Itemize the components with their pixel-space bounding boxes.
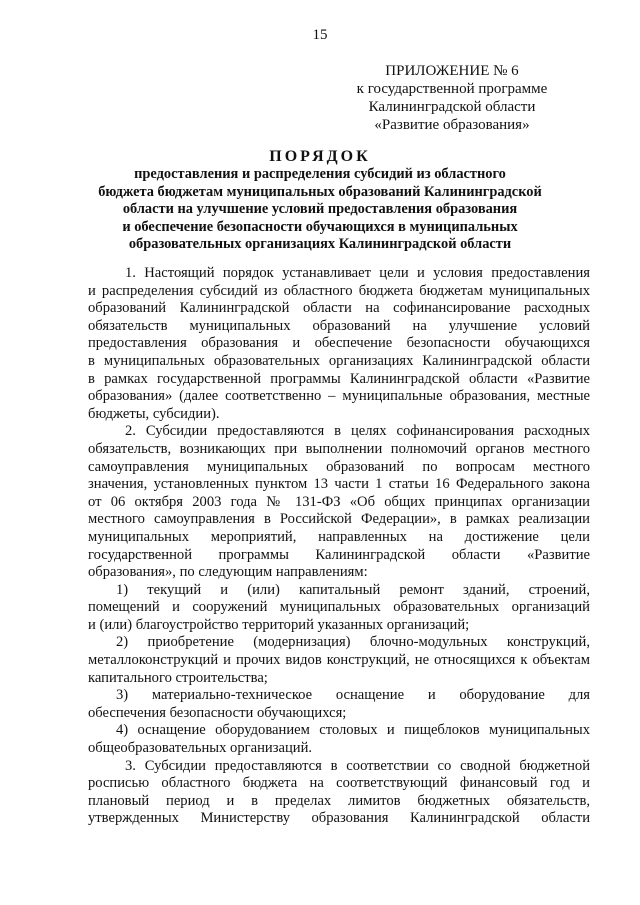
text-line: 1) текущий и (или) капитальный ремонт зданий, строений,	[116, 581, 590, 598]
paragraph-1	[88, 265, 590, 423]
text-line: 2) приобретение (модернизация) блочно-модульных конструкций,	[116, 634, 590, 651]
text-line: предоставления образования и обеспечение безопасности обучающихся	[88, 335, 590, 352]
text-line: 3) материально-техническое оснащение и оборудование для	[116, 687, 590, 704]
text-line: металлоконструкций и прочих видов конструкций, не относящихся к объектам	[88, 652, 590, 669]
text-line: росписью областного бюджета на соответствующий финансовый год и	[88, 775, 590, 792]
text-line: образований Калининградской области на софинансирование расходных	[88, 300, 590, 317]
appendix-line: Калининградской области	[368, 99, 536, 115]
text-line: общеобразовательных организаций.	[88, 740, 313, 757]
page-number: 15	[312, 27, 328, 43]
text-line: значения, установленных пунктом 13 части 1 статьи 16 Федерального закона	[88, 476, 590, 493]
paragraph-2	[88, 423, 590, 581]
appendix-line: к государственной программе	[356, 81, 548, 97]
subtitle-line: образовательных организациях Калининградской области	[128, 236, 512, 252]
document-body	[88, 265, 590, 828]
list-item-1	[88, 582, 590, 635]
appendix-title: ПРИЛОЖЕНИЕ № 6	[385, 63, 519, 79]
text-line: помещений и сооружений муниципальных образовательных организаций	[88, 599, 590, 616]
text-line: образования» (далее соответственно – муниципальные образования, местные	[88, 388, 590, 405]
document-title: ПОРЯДОК	[269, 148, 371, 165]
text-line: местного самоуправления в Российской Федерации», в рамках реализации	[88, 511, 590, 528]
text-line: образования», по следующим направлениям:	[88, 564, 368, 581]
text-line: и (или) благоустройство территорий указанных организаций;	[88, 616, 470, 633]
subtitle-line: бюджета бюджетам муниципальных образований Калининградской	[98, 183, 542, 200]
text-line: муниципальных мероприятий, направленных на достижение цели	[88, 528, 590, 545]
text-line: бюджеты, субсидии).	[88, 405, 220, 422]
text-line: обязательств, возникающих при выполнении полномочий органов местного	[88, 440, 590, 457]
list-item-3	[88, 687, 590, 722]
list-item-4	[88, 722, 590, 757]
text-line: государственной программы Калининградской области «Развитие	[88, 546, 590, 563]
text-line: 2. Субсидии предоставляются в целях софинансирования расходных	[125, 423, 590, 440]
text-line: и распределения субсидий из областного бюджета бюджетам муниципальных	[88, 282, 590, 299]
text-line: обеспечения безопасности обучающихся;	[88, 704, 347, 721]
text-line: 3. Субсидии предоставляются в соответствии со сводной бюджетной	[125, 757, 590, 774]
appendix-header	[322, 62, 582, 134]
text-line: капитального строительства;	[88, 669, 268, 686]
text-line: в муниципальных образовательных организациях Калининградской области	[88, 352, 590, 369]
text-line: утвержденных Министерству образования Калининградской области	[88, 810, 590, 827]
text-line: плановый период и в пределах лимитов бюджетных обязательств,	[88, 792, 590, 809]
appendix-line: «Развитие образования»	[374, 117, 530, 133]
text-line: обязательств муниципальных образований на улучшение условий	[88, 317, 590, 334]
text-line: самоуправления муниципальных образований по вопросам местного	[88, 458, 590, 475]
paragraph-3	[88, 758, 590, 828]
subtitle-line: предоставления и распределения субсидий из областного	[134, 166, 506, 182]
list-item-2	[88, 634, 590, 687]
subtitle-line: и обеспечение безопасности обучающихся в муниципальных	[122, 218, 518, 235]
subtitle-line: области на улучшение условий предоставления образования	[122, 201, 518, 217]
document-subtitle	[80, 166, 560, 254]
text-line: 1. Настоящий порядок устанавливает цели и условия предоставления	[125, 265, 590, 281]
text-line: 4) оснащение оборудованием столовых и пищеблоков муниципальных	[116, 722, 590, 739]
text-line: в рамках государственной программы Калининградской области «Развитие	[88, 370, 590, 387]
text-line: от 06 октября 2003 года № 131-ФЗ «Об общих принципах организации	[88, 493, 590, 510]
